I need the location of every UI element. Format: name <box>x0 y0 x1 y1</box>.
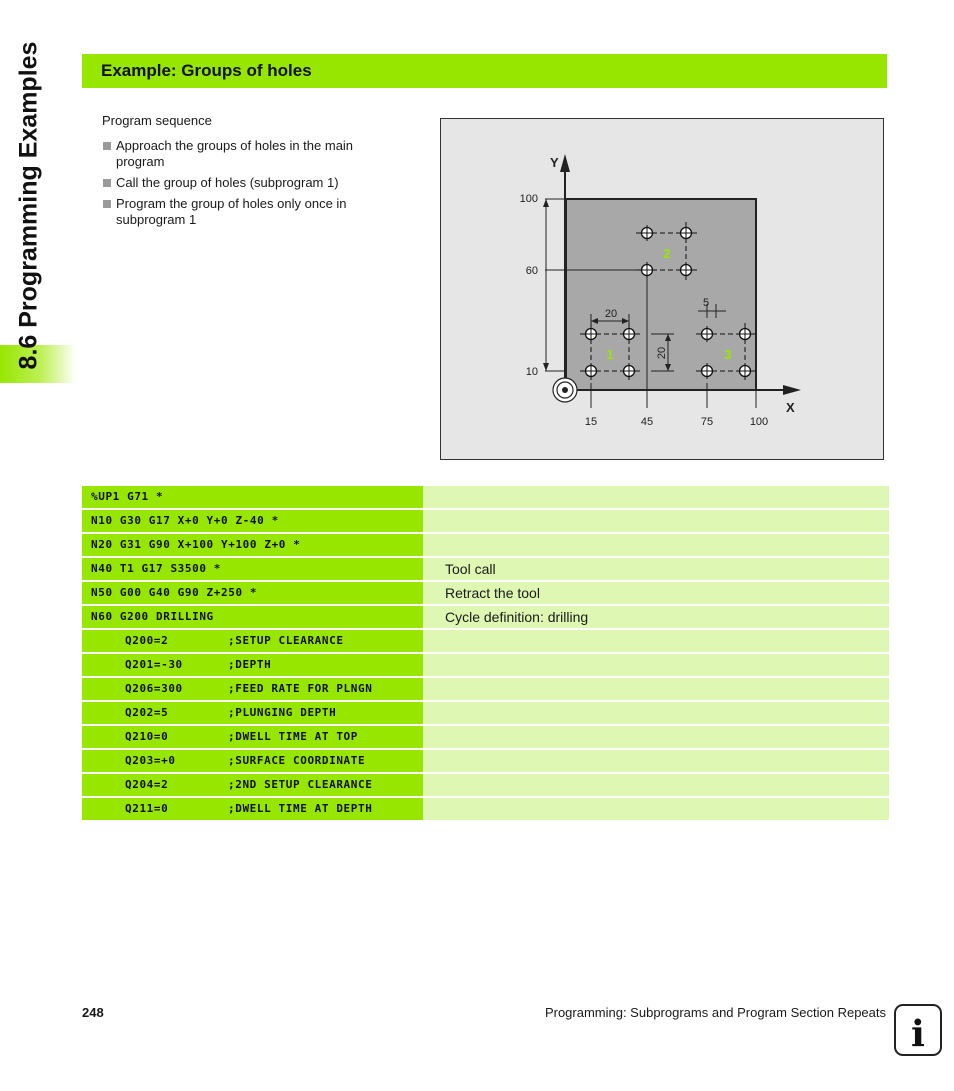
hole-pattern-drawing <box>440 118 884 460</box>
section-tab-label <box>2 15 56 395</box>
description-cell <box>423 534 889 556</box>
dimension-label: 20 <box>604 308 618 320</box>
description-cell <box>423 702 889 724</box>
page-title: Example: Groups of holes <box>101 61 312 80</box>
y-tick-label: 10 <box>525 366 538 378</box>
table-row <box>82 774 889 796</box>
parameter-comment: ;DEPTH <box>228 658 272 671</box>
parameter-comment: ;DWELL TIME AT DEPTH <box>228 802 373 815</box>
description-cell: Tool call <box>423 558 889 580</box>
description-cell <box>423 774 889 796</box>
description-cell <box>423 726 889 748</box>
section-tab-text: 8.6 Programming Examples <box>14 41 43 369</box>
x-axis-label: X <box>786 400 795 415</box>
parameter-comment: ;FEED RATE FOR PLNGN <box>228 682 373 695</box>
description-cell <box>423 486 889 508</box>
code-cell: N60 G200 DRILLING <box>82 606 423 628</box>
table-row <box>82 630 889 652</box>
parameter-comment: ;SETUP CLEARANCE <box>228 634 344 647</box>
info-glyph: i <box>911 1012 925 1056</box>
x-tick-label: 100 <box>749 416 769 428</box>
code-cell: %UP1 G71 * <box>82 486 423 508</box>
table-row <box>82 702 889 724</box>
page-number: 248 <box>82 1005 104 1020</box>
cycle-parameter: Q206=300 <box>125 682 183 695</box>
nc-program-table <box>82 486 889 822</box>
chapter-title: Programming: Subprograms and Program Section Repeats <box>544 1005 886 1020</box>
code-cell <box>82 774 423 796</box>
code-cell: N10 G30 G17 X+0 Y+0 Z-40 * <box>82 510 423 532</box>
info-icon <box>894 1004 942 1056</box>
title-bar <box>82 54 887 88</box>
code-cell <box>82 750 423 772</box>
cycle-parameter: Q203=+0 <box>125 754 176 767</box>
group-label: 2 <box>663 246 671 261</box>
code-cell <box>82 678 423 700</box>
dimension-label: 20 <box>656 346 668 360</box>
table-row <box>82 510 889 532</box>
description-cell: Cycle definition: drilling <box>423 606 889 628</box>
description-cell <box>423 750 889 772</box>
code-cell: N50 G00 G40 G90 Z+250 * <box>82 582 423 604</box>
x-tick-label: 45 <box>640 416 654 428</box>
code-cell: N40 T1 G17 S3500 * <box>82 558 423 580</box>
y-axis-label: Y <box>550 155 559 170</box>
description-cell: Retract the tool <box>423 582 889 604</box>
table-row <box>82 486 889 508</box>
y-tick-label: 100 <box>519 193 538 205</box>
code-cell: N20 G31 G90 X+100 Y+100 Z+0 * <box>82 534 423 556</box>
bullet-item <box>102 175 402 191</box>
dimension-label: 5 <box>702 297 710 309</box>
table-row <box>82 534 889 556</box>
table-row <box>82 678 889 700</box>
bullet-square-icon <box>103 142 111 150</box>
cycle-parameter: Q211=0 <box>125 802 169 815</box>
bullet-square-icon <box>103 200 111 208</box>
table-row <box>82 558 889 580</box>
description-cell <box>423 678 889 700</box>
cycle-parameter: Q204=2 <box>125 778 169 791</box>
table-row <box>82 726 889 748</box>
group-label: 1 <box>606 347 614 362</box>
y-tick-label: 60 <box>525 265 538 277</box>
description-cell <box>423 630 889 652</box>
code-cell <box>82 702 423 724</box>
table-row <box>82 798 889 820</box>
table-row <box>82 654 889 676</box>
cycle-parameter: Q201=-30 <box>125 658 183 671</box>
parameter-comment: ;SURFACE COORDINATE <box>228 754 366 767</box>
table-row <box>82 582 889 604</box>
x-tick-label: 75 <box>700 416 714 428</box>
bullet-list <box>102 138 402 228</box>
group-label: 3 <box>724 347 732 362</box>
code-cell <box>82 630 423 652</box>
table-row <box>82 750 889 772</box>
bullet-item <box>102 138 402 170</box>
parameter-comment: ;DWELL TIME AT TOP <box>228 730 359 743</box>
bullet-square-icon <box>103 179 111 187</box>
parameter-comment: ;PLUNGING DEPTH <box>228 706 337 719</box>
description-cell <box>423 654 889 676</box>
cycle-parameter: Q210=0 <box>125 730 169 743</box>
bullet-item <box>102 196 402 228</box>
table-row <box>82 606 889 628</box>
program-sequence <box>102 113 402 233</box>
parameter-comment: ;2ND SETUP CLEARANCE <box>228 778 373 791</box>
code-cell <box>82 726 423 748</box>
x-tick-label: 15 <box>584 416 598 428</box>
datum-origin-icon <box>553 378 577 402</box>
description-cell <box>423 510 889 532</box>
bullet-text: Program the group of holes only once in subprogram 1 <box>116 196 347 227</box>
description-cell <box>423 798 889 820</box>
program-sequence-heading: Program sequence <box>102 113 212 128</box>
code-cell <box>82 798 423 820</box>
code-cell <box>82 654 423 676</box>
cycle-parameter: Q202=5 <box>125 706 169 719</box>
bullet-text: Call the group of holes (subprogram 1) <box>116 175 339 190</box>
cycle-parameter: Q200=2 <box>125 634 169 647</box>
bullet-text: Approach the groups of holes in the main program <box>116 138 354 169</box>
